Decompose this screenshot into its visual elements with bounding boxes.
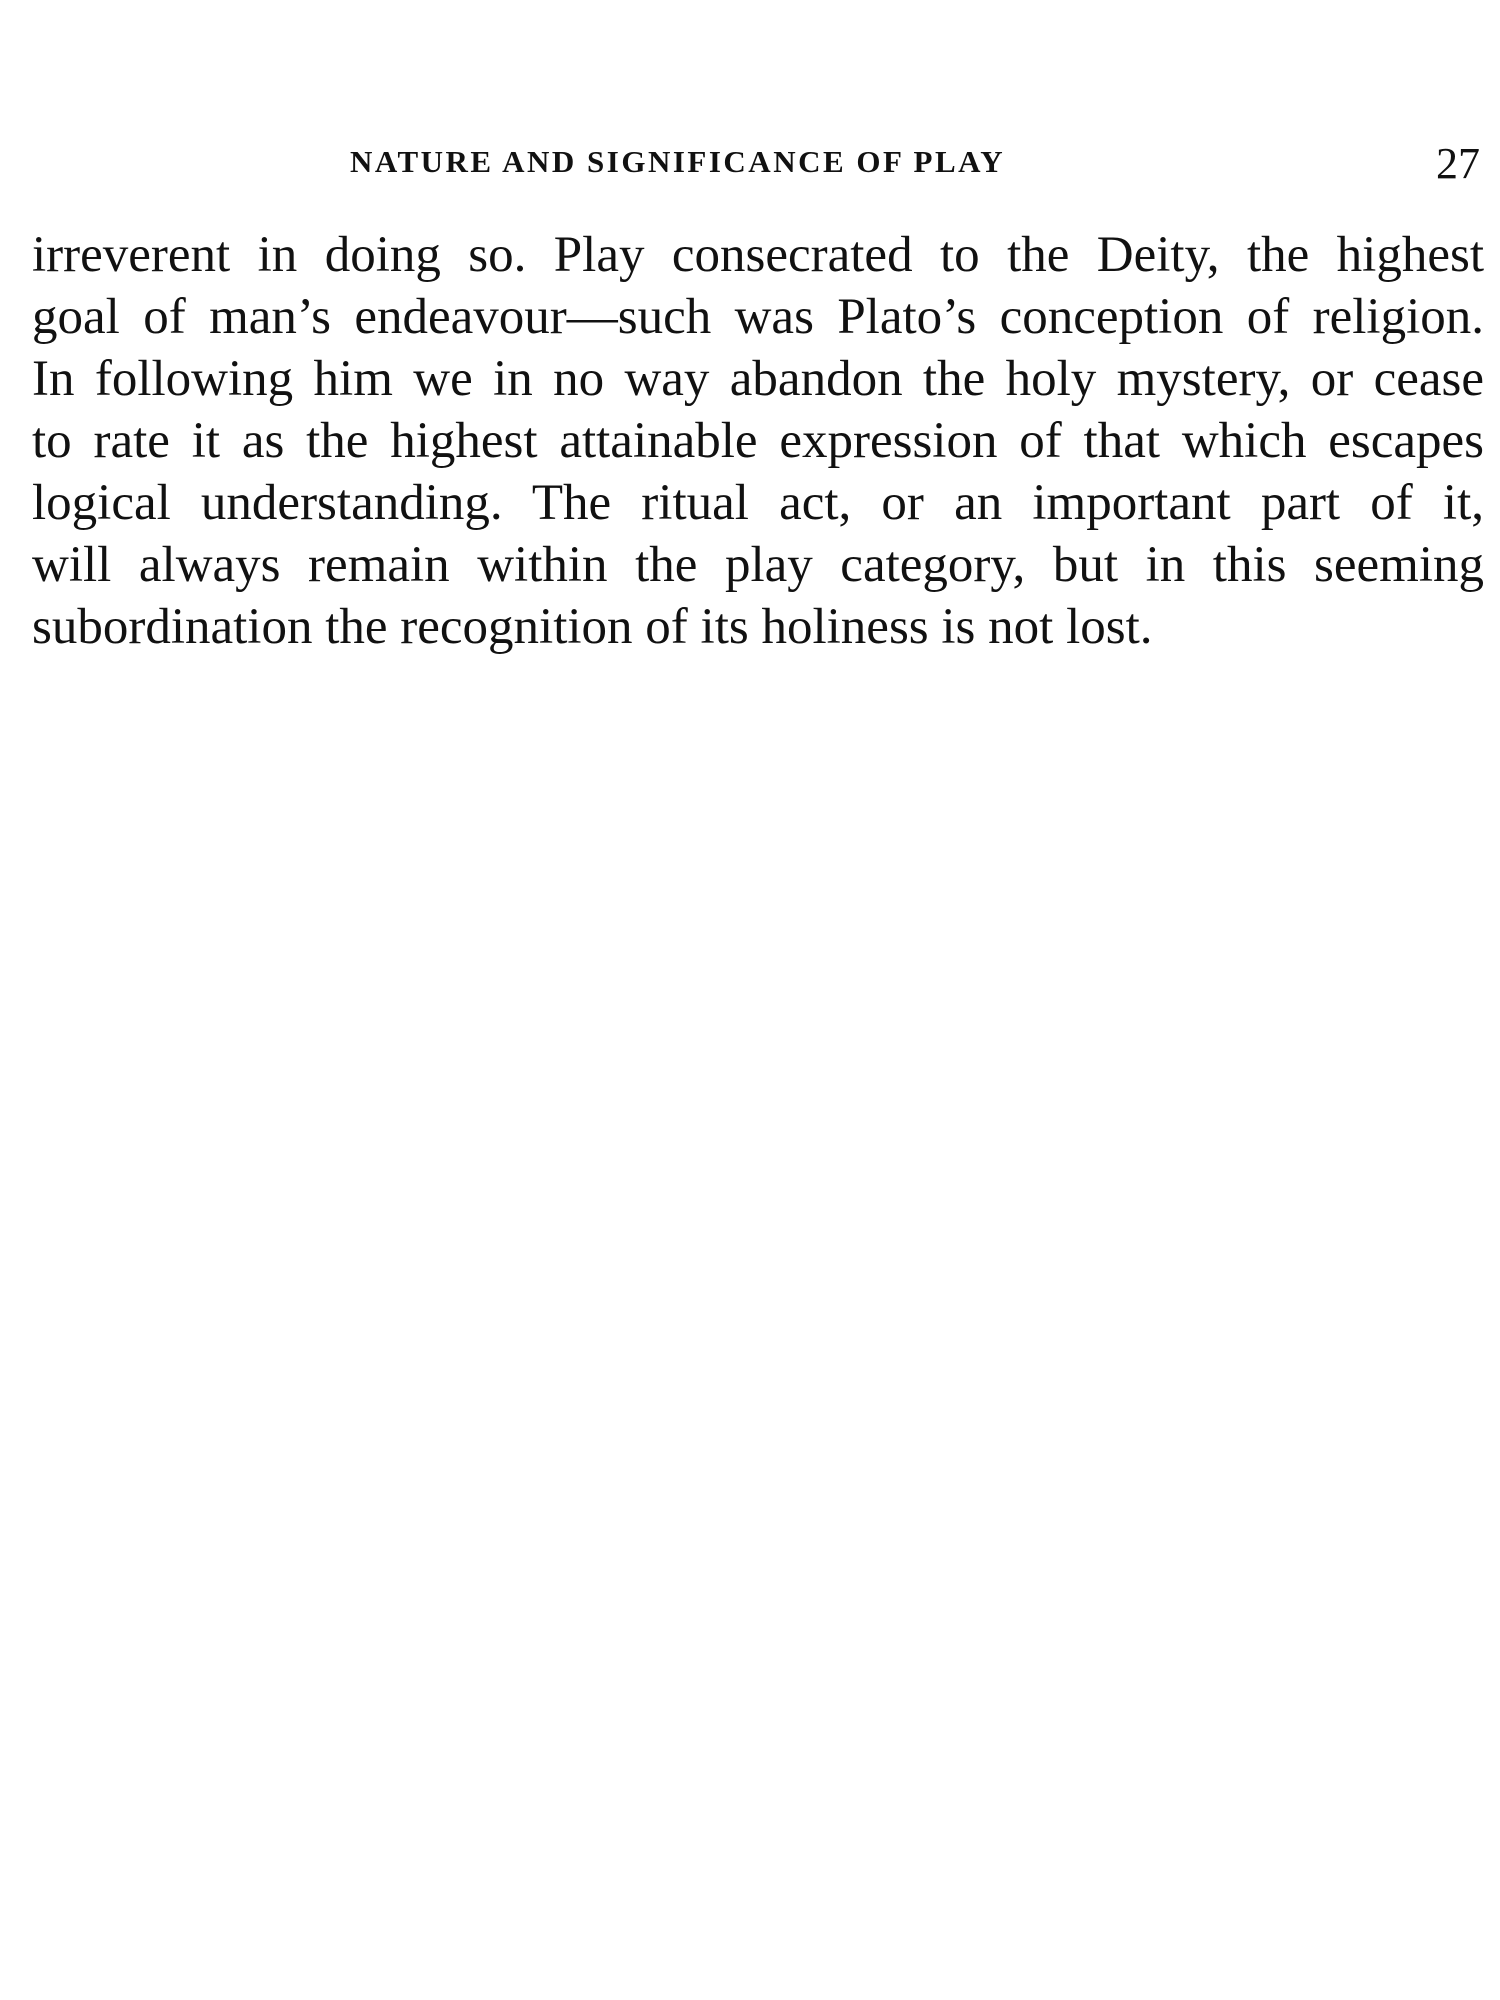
text-line: logical understanding. The ritual act, or an important part of it, [32, 475, 1484, 531]
text-line: In following him we in no way abandon the holy mystery, or cease [32, 351, 1484, 407]
text-line: subordination the recognition of its holiness is not lost. [32, 599, 1153, 655]
body-paragraph [32, 224, 1484, 658]
running-head [0, 140, 1500, 190]
text-line: irreverent in doing so. Play consecrated to the Deity, the highest [32, 227, 1484, 283]
running-title: NATURE AND SIGNIFICANCE OF PLAY [350, 144, 1006, 179]
text-line: to rate it as the highest attainable expression of that which escapes [32, 413, 1484, 469]
page-number: 27 [1436, 139, 1480, 188]
text-line: goal of man’s endeavour—such was Plato’s conception of religion. [32, 289, 1484, 345]
text-line: will always remain within the play category, but in this seeming [32, 537, 1484, 593]
